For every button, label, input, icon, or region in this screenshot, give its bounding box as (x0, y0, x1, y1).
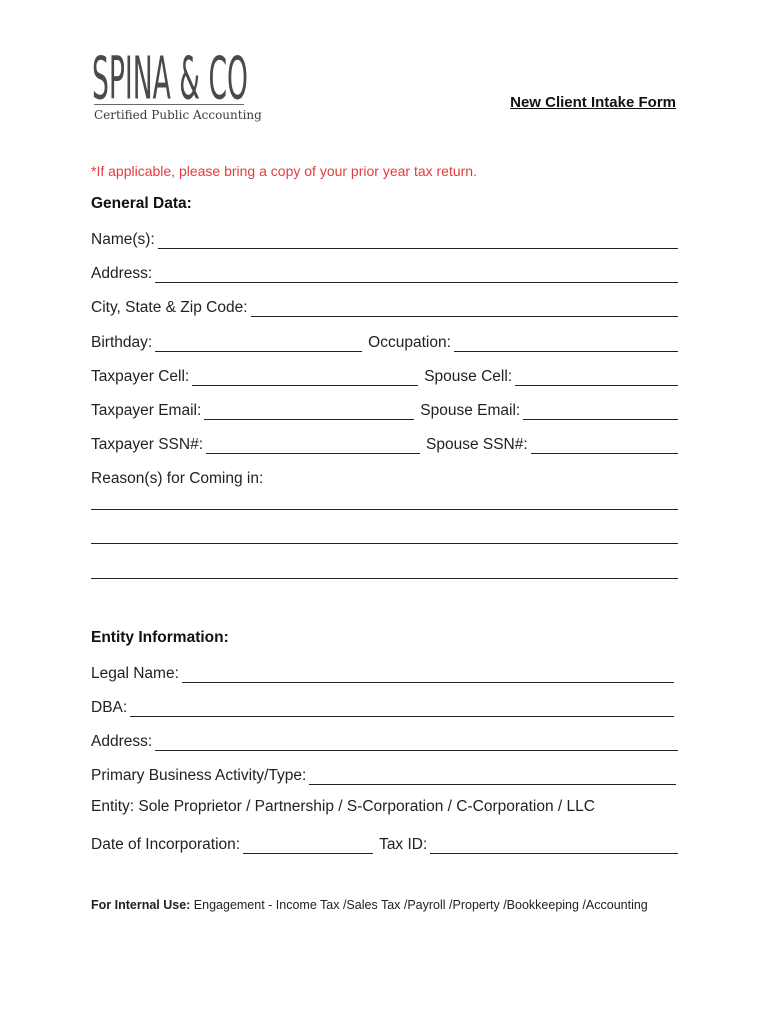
spouse-cell-field[interactable] (515, 368, 678, 386)
business-activity-label: Primary Business Activity/Type: (91, 767, 307, 784)
legal-name-row (91, 659, 678, 683)
tax-id-label: Tax ID: (379, 836, 428, 853)
birthday-occupation-row (91, 328, 678, 352)
company-logo (92, 38, 262, 122)
city-state-zip-label: City, State & Zip Code: (91, 299, 248, 316)
taxpayer-cell-field[interactable] (192, 368, 418, 386)
entity-address-label: Address: (91, 733, 153, 750)
reasons-line-2[interactable] (91, 543, 678, 544)
names-label: Name(s): (91, 231, 155, 248)
spina-co-logo-mark (92, 38, 252, 102)
taxpayer-email-field[interactable] (204, 402, 414, 420)
incorporation-date-field[interactable] (243, 836, 373, 854)
spouse-cell-label: Spouse Cell: (424, 368, 513, 385)
reasons-line-1[interactable] (91, 509, 678, 510)
business-activity-field[interactable] (309, 767, 676, 785)
email-row (91, 396, 678, 420)
form-title: New Client Intake Form (510, 94, 676, 111)
spouse-ssn-label: Spouse SSN#: (426, 436, 528, 453)
general-data-heading: General Data: (91, 195, 192, 212)
names-row (91, 225, 678, 249)
reasons-label: Reason(s) for Coming in: (91, 470, 264, 487)
dba-field[interactable] (130, 699, 674, 717)
spouse-ssn-field[interactable] (531, 436, 678, 454)
taxpayer-cell-label: Taxpayer Cell: (91, 368, 190, 385)
logo-divider (94, 104, 244, 105)
internal-use-label: For Internal Use: (91, 898, 191, 912)
names-field[interactable] (158, 231, 678, 249)
internal-use-options: Engagement - Income Tax /Sales Tax /Payroll /Property /Bookkeeping /Accounting (190, 898, 648, 912)
spouse-email-field[interactable] (523, 402, 678, 420)
incorporation-date-label: Date of Incorporation: (91, 836, 241, 853)
reasons-row (91, 464, 678, 488)
birthday-field[interactable] (155, 334, 362, 352)
entity-information-heading: Entity Information: (91, 629, 229, 646)
reasons-line-3[interactable] (91, 578, 678, 579)
entity-type-options[interactable]: Entity: Sole Proprietor / Partnership / S-Corporation / C-Corporation / LLC (91, 798, 595, 815)
taxpayer-ssn-field[interactable] (206, 436, 420, 454)
incorporation-row (91, 830, 678, 854)
business-activity-row (91, 761, 678, 785)
address-row (91, 259, 678, 283)
entity-address-field[interactable] (155, 733, 678, 751)
taxpayer-ssn-label: Taxpayer SSN#: (91, 436, 203, 453)
logo-wordmark: SPINA & CO (92, 43, 248, 102)
occupation-field[interactable] (454, 334, 678, 352)
internal-use-line (91, 898, 648, 912)
city-state-zip-row (91, 293, 678, 317)
cell-row (91, 362, 678, 386)
tax-id-field[interactable] (430, 836, 678, 854)
prior-year-notice: *If applicable, please bring a copy of your prior year tax return. (91, 163, 477, 179)
entity-address-row (91, 727, 678, 751)
ssn-row (91, 430, 678, 454)
legal-name-field[interactable] (182, 665, 674, 683)
taxpayer-email-label: Taxpayer Email: (91, 402, 202, 419)
dba-label: DBA: (91, 699, 128, 716)
logo-tagline: Certified Public Accounting (94, 108, 262, 122)
address-label: Address: (91, 265, 153, 282)
city-state-zip-field[interactable] (251, 299, 679, 317)
dba-row (91, 693, 678, 717)
occupation-label: Occupation: (368, 334, 451, 351)
address-field[interactable] (155, 265, 678, 283)
spouse-email-label: Spouse Email: (420, 402, 521, 419)
legal-name-label: Legal Name: (91, 665, 179, 682)
birthday-label: Birthday: (91, 334, 153, 351)
